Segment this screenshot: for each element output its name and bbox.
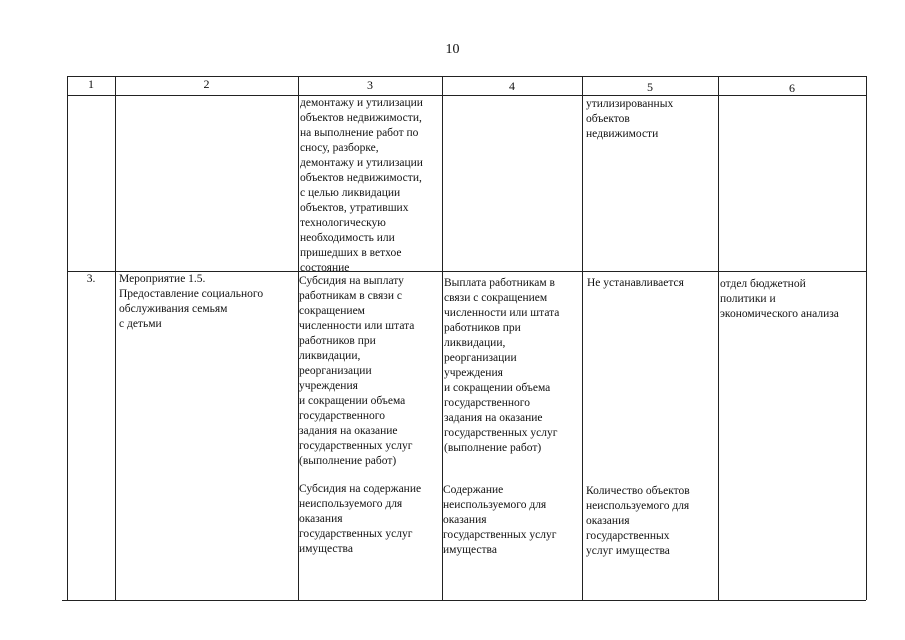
continuation-col3: демонтажу и утилизации объектов недвижимости, на выполнение работ по сносу, разборке, демонтажу и утилизации объектов недвижимости, с целью ликвидации объектов, утративших технологическую необходимость или пришедших в ветхое состояние (300, 97, 423, 274)
row3-col5-not-set: Не устанавливается (587, 277, 684, 289)
header-bottom-border (67, 95, 866, 96)
page-number: 10 (445, 42, 460, 57)
row3-col3-subsidy-property: Субсидия на содержание неиспользуемого для оказания государственных услуг имущества (299, 483, 422, 555)
row3-col5-objects-count: Количество объектов неиспользуемого для оказания государственных услуг имущества (586, 485, 690, 557)
table-top-border (67, 76, 866, 77)
header-col-2: 2 (203, 77, 210, 91)
row3-col3-subsidy-layoff: Субсидия на выплату работникам в связи с сокращением численности или штата работников при ликвидации, реорганизации учреждения и сокращении объема государственного задания на оказание государственных услуг (выполнение работ) (299, 275, 415, 467)
header-col-6: 6 (789, 81, 795, 95)
col-border-4 (582, 76, 583, 600)
row3-col4-maintenance-property: Содержание неиспользуемого для оказания государственных услуг имущества (443, 484, 557, 556)
col-border-5 (718, 76, 719, 600)
header-col-1: 1 (88, 77, 94, 91)
header-col-3: 3 (367, 78, 373, 92)
col-border-1 (115, 76, 116, 600)
row3-number: 3. (86, 273, 96, 285)
table-bottom-border (62, 600, 866, 601)
row3-event: Мероприятие 1.5. Предоставление социального обслуживания семьям с детьми (119, 273, 264, 330)
continuation-col5: утилизированных объектов недвижимости (586, 98, 674, 140)
row3-col6-department: отдел бюджетной политики и экономического анализа (720, 278, 839, 320)
col-border-6 (866, 76, 867, 600)
header-col-5: 5 (647, 80, 653, 94)
row3-col4-payment-layoff: Выплата работникам в связи с сокращением численности или штата работников при ликвидации, реорганизации учреждения и сокращении объема государственного задания на оказание государственных услуг (выполнение работ) (444, 277, 560, 454)
col-border-0 (67, 76, 68, 600)
header-col-4: 4 (509, 79, 515, 93)
